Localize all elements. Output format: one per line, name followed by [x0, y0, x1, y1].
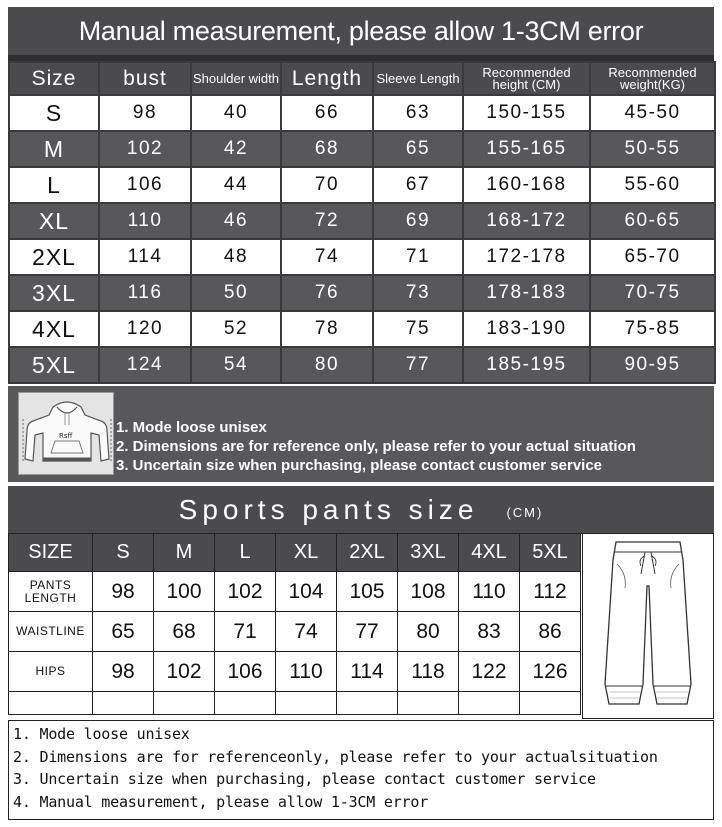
top-table-row [9, 131, 715, 167]
header-size: Size [9, 62, 99, 95]
top-table-row [9, 203, 715, 239]
pants-value-cell: 110 [276, 652, 337, 692]
measurement-cell: 160-168 [463, 167, 590, 203]
measurement-cell: 44 [191, 167, 281, 203]
pants-value-cell: 114 [337, 652, 398, 692]
pants-unit: (CM) [506, 505, 544, 520]
size-label-cell: XL [9, 203, 99, 239]
pants-blank-cell [459, 692, 520, 715]
pants-blank-cell [154, 692, 215, 715]
pants-table-row [9, 652, 581, 692]
top-table-row [9, 347, 715, 383]
pants-value-cell: 110 [459, 572, 520, 612]
measurement-cell: 66 [281, 95, 373, 131]
measurement-cell: 52 [191, 311, 281, 347]
measurement-cell: 69 [373, 203, 463, 239]
measurement-cell: 63 [373, 95, 463, 131]
pants-blank-row [9, 692, 581, 715]
measurement-cell: 50-55 [590, 131, 715, 167]
measurement-cell: 90-95 [590, 347, 715, 383]
pants-row-label: WAISTLINE [9, 612, 93, 652]
measurement-cell: 73 [373, 275, 463, 311]
pants-value-cell: 100 [154, 572, 215, 612]
pants-row-label: PANTS LENGTH [9, 572, 93, 612]
pants-blank-cell [398, 692, 459, 715]
measurement-cell: 75 [373, 311, 463, 347]
size-label-cell: 4XL [9, 311, 99, 347]
measurement-cell: 48 [191, 239, 281, 275]
pants-row-label: HIPS [9, 652, 93, 692]
measurement-cell: 178-183 [463, 275, 590, 311]
header-shoulder-width: Shoulder width [191, 62, 281, 95]
pants-value-cell: 112 [520, 572, 581, 612]
pants-size-table [8, 533, 581, 715]
measurement-cell: 124 [99, 347, 191, 383]
top-table-row [9, 167, 715, 203]
measurement-cell: 40 [191, 95, 281, 131]
measurement-cell: 65-70 [590, 239, 715, 275]
pants-table-row [9, 572, 581, 612]
size-label-cell: M [9, 131, 99, 167]
pants-blank-cell [276, 692, 337, 715]
pants-blank-cell [337, 692, 398, 715]
sweatpants-drawing [582, 533, 714, 719]
measurement-cell: 76 [281, 275, 373, 311]
top-notes-list [116, 418, 636, 475]
measurement-cell: 74 [281, 239, 373, 275]
pants-value-cell: 68 [154, 612, 215, 652]
top-size-table [8, 61, 716, 384]
pants-header-size-5xl: 5XL [520, 534, 581, 572]
top-table-row [9, 239, 715, 275]
hoodie-diagram-label: Rsff [59, 432, 73, 440]
pants-header-size-xl: XL [276, 534, 337, 572]
measurement-cell: 80 [281, 347, 373, 383]
header-recommended-weight: Recommended weight(KG) [590, 62, 715, 95]
measurement-cell: 50 [191, 275, 281, 311]
pants-value-cell: 86 [520, 612, 581, 652]
pants-value-cell: 98 [93, 652, 154, 692]
measurement-cell: 54 [191, 347, 281, 383]
measurement-cell: 65 [373, 131, 463, 167]
pants-value-cell: 108 [398, 572, 459, 612]
size-label-cell: 3XL [9, 275, 99, 311]
pants-header-row [9, 534, 581, 572]
pants-title-bar [8, 486, 714, 534]
sweatpants-icon [583, 534, 713, 718]
bottom-note-2: 2. Dimensions are for referenceonly, please refer to your actualsituation [13, 747, 658, 766]
size-label-cell: S [9, 95, 99, 131]
measurement-cell: 75-85 [590, 311, 715, 347]
top-table-row [9, 95, 715, 131]
header-recommended-height: Recommended height (CM) [463, 62, 590, 95]
measurement-cell: 155-165 [463, 131, 590, 167]
hoodie-notes-block [8, 386, 714, 482]
bottom-notes [8, 720, 714, 820]
bottom-note-3: 3. Uncertain size when purchasing, please contact customer service [13, 770, 596, 788]
pants-header-size-m: M [154, 534, 215, 572]
measurement-cell: 172-178 [463, 239, 590, 275]
pants-value-cell: 83 [459, 612, 520, 652]
header-sleeve-length: Sleeve Length [373, 62, 463, 95]
pants-value-cell: 105 [337, 572, 398, 612]
pants-header-size-3xl: 3XL [398, 534, 459, 572]
hoodie-icon [19, 393, 115, 476]
top-table-row [9, 275, 715, 311]
pants-value-cell: 71 [215, 612, 276, 652]
measurement-cell: 150-155 [463, 95, 590, 131]
pants-value-cell: 80 [398, 612, 459, 652]
measurement-cell: 120 [99, 311, 191, 347]
pants-value-cell: 98 [93, 572, 154, 612]
measurement-cell: 185-195 [463, 347, 590, 383]
measurement-cell: 68 [281, 131, 373, 167]
pants-header-size-s: S [93, 534, 154, 572]
hoodie-measurement-diagram [18, 392, 114, 475]
pants-header-size-l: L [215, 534, 276, 572]
size-label-cell: 2XL [9, 239, 99, 275]
pants-value-cell: 74 [276, 612, 337, 652]
size-label-cell: L [9, 167, 99, 203]
pants-header-size-2xl: 2XL [337, 534, 398, 572]
pants-value-cell: 104 [276, 572, 337, 612]
top-note-2: 2. Dimensions are for reference only, please refer to your actual situation [116, 438, 636, 455]
measurement-cell: 114 [99, 239, 191, 275]
measurement-cell: 70-75 [590, 275, 715, 311]
pants-value-cell: 65 [93, 612, 154, 652]
measurement-cell: 116 [99, 275, 191, 311]
bottom-note-4: 4. Manual measurement, please allow 1-3CM error [13, 792, 429, 811]
pants-value-cell: 118 [398, 652, 459, 692]
measurement-cell: 110 [99, 203, 191, 239]
header-bust: bust [99, 62, 191, 95]
top-table-row [9, 311, 715, 347]
top-table-header-row [9, 62, 715, 95]
size-label-cell: 5XL [9, 347, 99, 383]
pants-value-cell: 106 [215, 652, 276, 692]
pants-header-size: SIZE [9, 534, 93, 572]
measurement-cell: 72 [281, 203, 373, 239]
measurement-cell: 168-172 [463, 203, 590, 239]
measurement-cell: 42 [191, 131, 281, 167]
measurement-cell: 45-50 [590, 95, 715, 131]
measurement-cell: 71 [373, 239, 463, 275]
bottom-note-1: 1. Mode loose unisex [13, 725, 190, 743]
pants-blank-cell [9, 692, 93, 715]
measurement-cell: 106 [99, 167, 191, 203]
pants-value-cell: 102 [215, 572, 276, 612]
pants-blank-cell [520, 692, 581, 715]
measurement-cell: 67 [373, 167, 463, 203]
pants-value-cell: 122 [459, 652, 520, 692]
pants-table-row [9, 612, 581, 652]
measurement-cell: 102 [99, 131, 191, 167]
measurement-cell: 60-65 [590, 203, 715, 239]
top-note-1: 1. Mode loose unisex [116, 419, 267, 436]
top-banner-title: Manual measurement, please allow 1-3CM error [8, 7, 714, 55]
measurement-cell: 98 [99, 95, 191, 131]
header-length: Length [281, 62, 373, 95]
pants-title: Sports pants size [178, 494, 479, 525]
measurement-cell: 77 [373, 347, 463, 383]
pants-blank-cell [93, 692, 154, 715]
measurement-cell: 78 [281, 311, 373, 347]
measurement-cell: 55-60 [590, 167, 715, 203]
measurement-cell: 183-190 [463, 311, 590, 347]
pants-value-cell: 77 [337, 612, 398, 652]
measurement-cell: 46 [191, 203, 281, 239]
top-note-3: 3. Uncertain size when purchasing, please contact customer service [116, 457, 603, 474]
pants-header-size-4xl: 4XL [459, 534, 520, 572]
measurement-cell: 70 [281, 167, 373, 203]
pants-value-cell: 102 [154, 652, 215, 692]
pants-blank-cell [215, 692, 276, 715]
pants-value-cell: 126 [520, 652, 581, 692]
